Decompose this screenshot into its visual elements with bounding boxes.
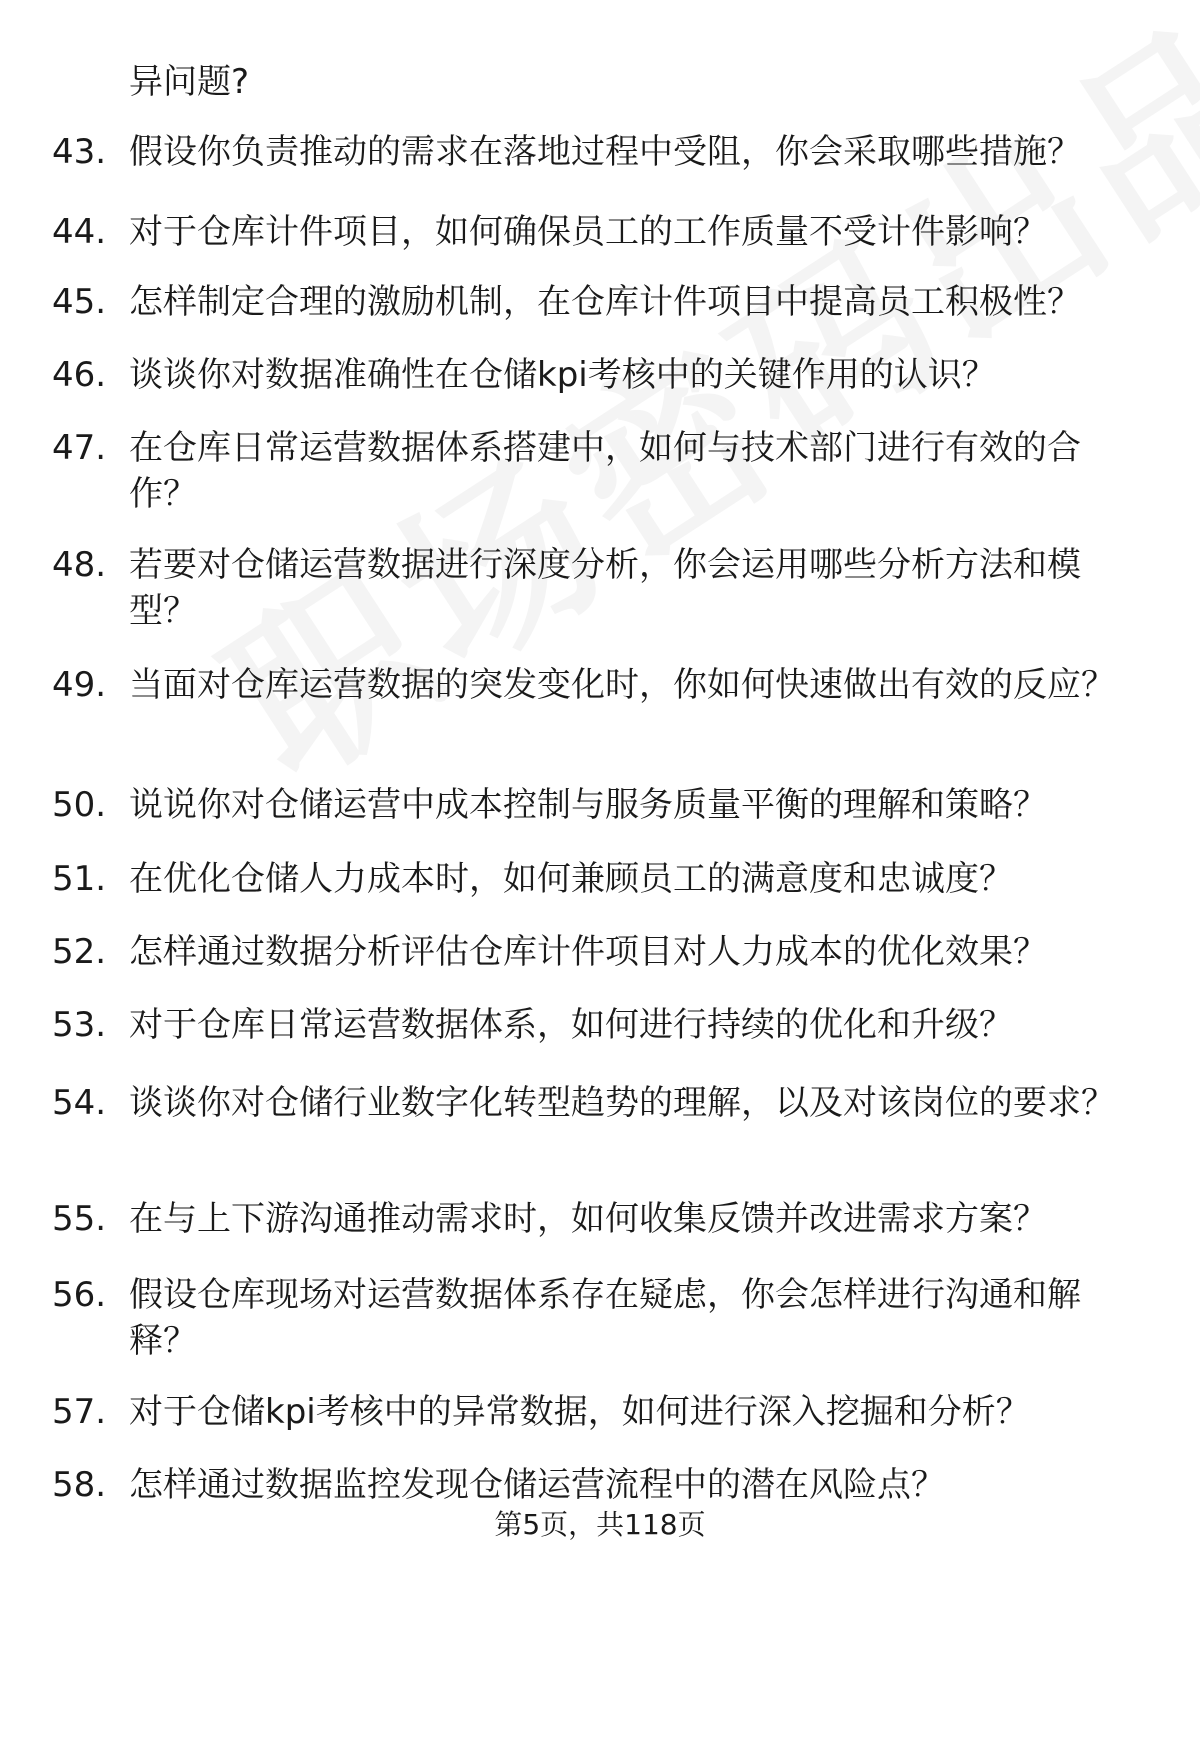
question-text: 若要对仓储运营数据进行深度分析，你会运用哪些分析方法和模型？ [129, 545, 1081, 631]
question-number: 44. [52, 212, 107, 252]
question-number: 52. [52, 932, 107, 972]
question-text: 说说你对仓储运营中成本控制与服务质量平衡的理解和策略？ [129, 785, 1047, 825]
question-text: 在仓库日常运营数据体系搭建中，如何与技术部门进行有效的合作？ [129, 428, 1081, 514]
question-number: 49. [52, 665, 107, 705]
question-text: 怎样通过数据分析评估仓库计件项目对人力成本的优化效果？ [129, 932, 1047, 972]
question-text: 在与上下游沟通推动需求时，如何收集反馈并改进需求方案？ [129, 1199, 1047, 1239]
question-number: 54. [52, 1083, 107, 1123]
question-number: 56. [52, 1275, 107, 1315]
question-text: 假设你负责推动的需求在落地过程中受阻，你会采取哪些措施？ [129, 132, 1081, 172]
question-text: 谈谈你对仓储行业数字化转型趋势的理解，以及对该岗位的要求？ [129, 1083, 1115, 1123]
question-number: 57. [52, 1392, 107, 1432]
question-text: 谈谈你对数据准确性在仓储kpi考核中的关键作用的认识？ [129, 355, 996, 395]
question-text: 怎样制定合理的激励机制，在仓库计件项目中提高员工积极性？ [129, 282, 1081, 322]
question-number: 58. [52, 1465, 107, 1505]
question-text: 假设仓库现场对运营数据体系存在疑虑，你会怎样进行沟通和解释？ [129, 1275, 1081, 1361]
question-number: 50. [52, 785, 107, 825]
question-number: 46. [52, 355, 107, 395]
question-number: 51. [52, 859, 107, 899]
page-footer: 第5页，共118页 [494, 1508, 706, 1541]
question-number: 53. [52, 1005, 107, 1045]
question-text: 怎样通过数据监控发现仓储运营流程中的潜在风险点？ [129, 1465, 945, 1505]
question-number: 47. [52, 428, 107, 468]
continuation-text: 异问题? [129, 62, 250, 102]
question-number: 45. [52, 282, 107, 322]
question-number: 43. [52, 132, 107, 172]
question-text: 对于仓库日常运营数据体系，如何进行持续的优化和升级？ [129, 1005, 1013, 1045]
question-number: 55. [52, 1199, 107, 1239]
question-text: 在优化仓储人力成本时，如何兼顾员工的满意度和忠诚度？ [129, 859, 1013, 899]
question-text: 对于仓库计件项目，如何确保员工的工作质量不受计件影响？ [129, 212, 1047, 252]
question-number: 48. [52, 545, 107, 585]
question-text: 当面对仓库运营数据的突发变化时，你如何快速做出有效的反应？ [129, 665, 1115, 705]
question-text: 对于仓储kpi考核中的异常数据，如何进行深入挖掘和分析？ [129, 1392, 1030, 1432]
